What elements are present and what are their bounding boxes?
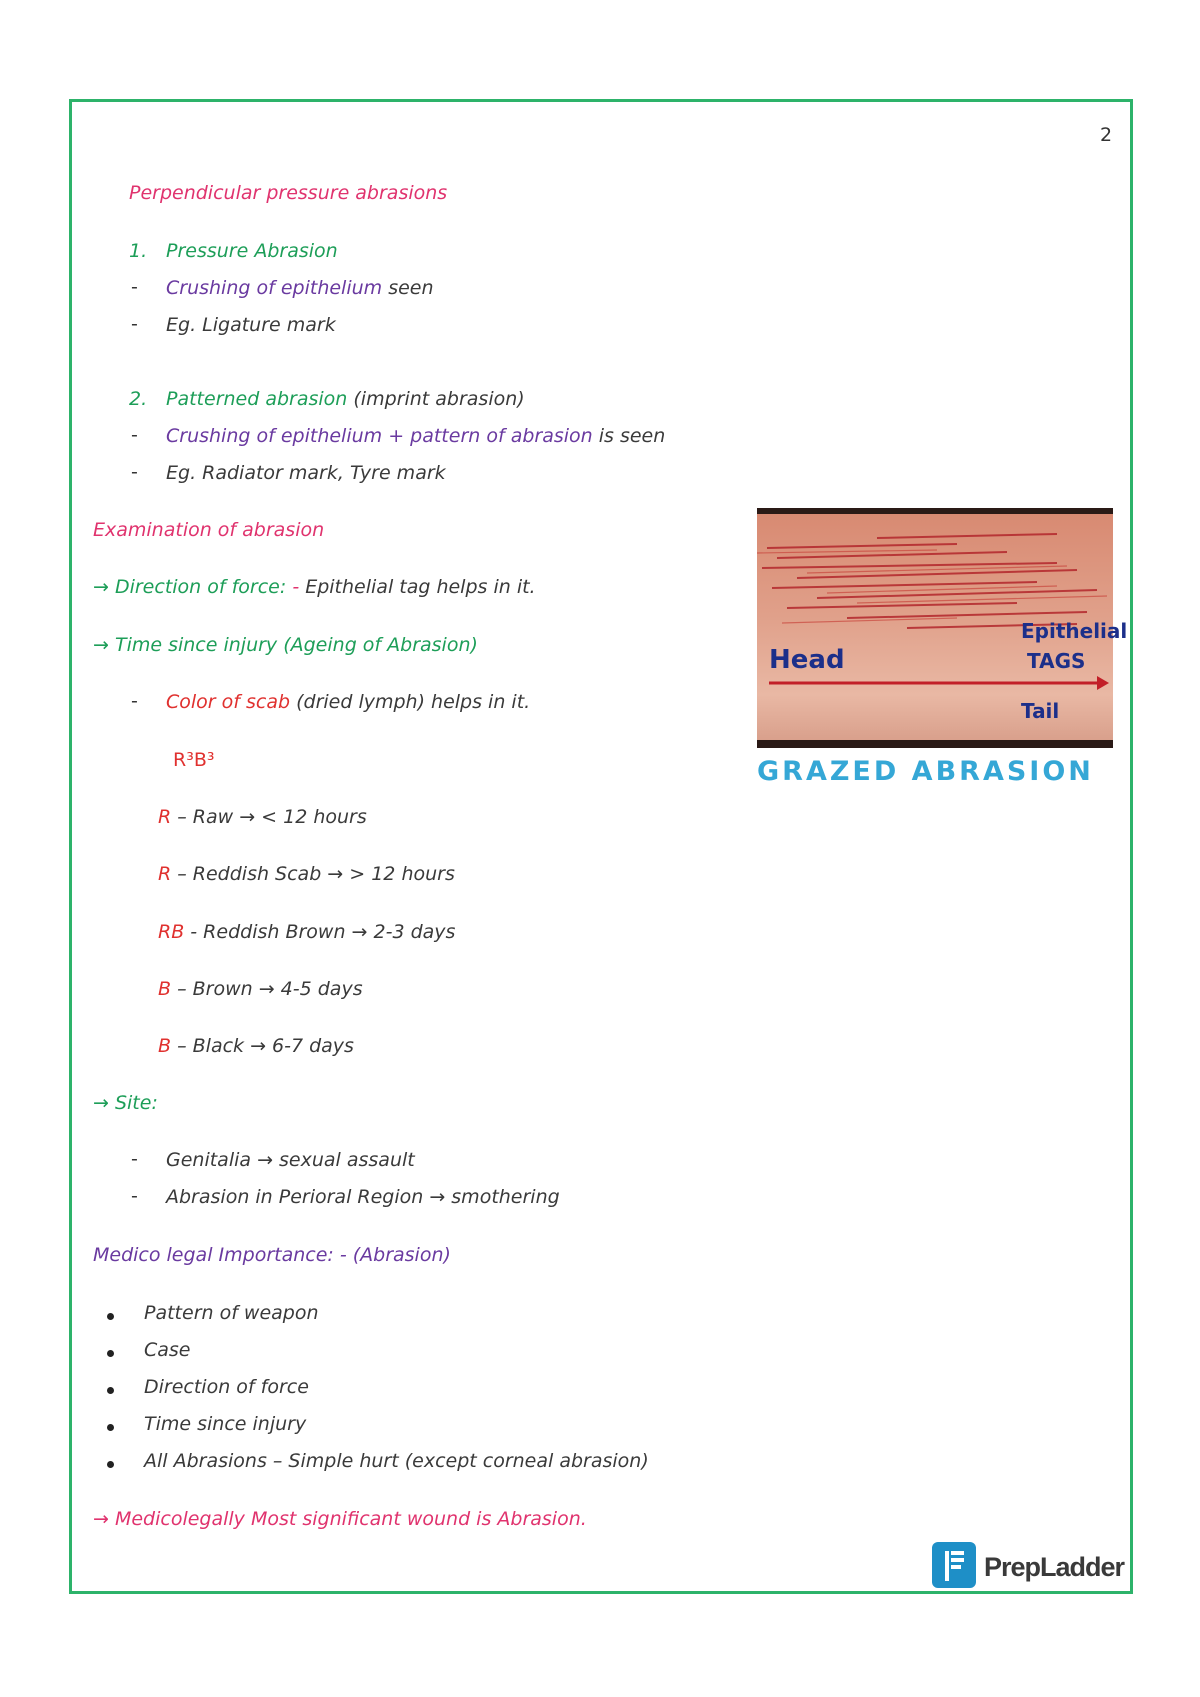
dash-marker: -: [131, 424, 138, 446]
grazed-abrasion-figure: [757, 508, 1128, 748]
conclusion-line: → Medicolegally Most significant wound is Abrasion.: [93, 1508, 587, 1530]
item1-line2: Eg. Ligature mark: [166, 314, 336, 336]
page-number: 2: [1100, 124, 1113, 146]
ageing-row: B – Brown → 4-5 days: [158, 978, 363, 1000]
item2-line1: Crushing of epithelium + pattern of abrasion is seen: [166, 425, 666, 447]
abrasion-photo: [757, 508, 1128, 748]
dash-marker: -: [131, 1148, 138, 1170]
medicolegal-bullet: Direction of force: [144, 1376, 309, 1398]
item1-line1: Crushing of epithelium seen: [166, 277, 434, 299]
figure-caption: GRAZED ABRASION: [757, 756, 1094, 787]
figure-label-tags: TAGS: [1027, 649, 1086, 673]
medicolegal-heading: Medico legal Importance: - (Abrasion): [93, 1244, 451, 1266]
item1-title: Pressure Abrasion: [166, 240, 338, 262]
item1-number: 1.: [129, 240, 148, 262]
bullet-marker: [107, 1424, 114, 1431]
medicolegal-bullet: Time since injury: [144, 1413, 307, 1435]
medicolegal-bullet: Pattern of weapon: [144, 1302, 319, 1324]
ageing-row: R – Reddish Scab → > 12 hours: [158, 863, 455, 885]
item2-title: Patterned abrasion (imprint abrasion): [166, 388, 525, 410]
bullet-marker: [107, 1313, 114, 1320]
bullet-marker: [107, 1461, 114, 1468]
bullet-marker: [107, 1387, 114, 1394]
figure-label-tail: Tail: [1021, 699, 1060, 723]
site-heading: → Site:: [93, 1092, 158, 1114]
ageing-row: RB - Reddish Brown → 2-3 days: [158, 921, 456, 943]
dash-marker: -: [131, 1185, 138, 1207]
site-item: Abrasion in Perioral Region → smothering: [166, 1186, 560, 1208]
section-heading-examination: Examination of abrasion: [93, 519, 325, 541]
item2-number: 2.: [129, 388, 148, 410]
mnemonic: R³B³: [173, 749, 215, 771]
dash-marker: -: [131, 276, 138, 298]
dash-marker: -: [131, 313, 138, 335]
prepladder-logo-text: PrepLadder: [984, 1552, 1125, 1582]
dash-marker: -: [131, 690, 138, 712]
bullet-marker: [107, 1350, 114, 1357]
item2-line2: Eg. Radiator mark, Tyre mark: [166, 462, 446, 484]
site-item: Genitalia → sexual assault: [166, 1149, 415, 1171]
medicolegal-bullet: All Abrasions – Simple hurt (except corneal abrasion): [144, 1450, 649, 1472]
medicolegal-bullet: Case: [144, 1339, 191, 1361]
prepladder-logo: [932, 1540, 1125, 1588]
ageing-row: B – Black → 6-7 days: [158, 1035, 354, 1057]
figure-label-head: Head: [769, 645, 845, 675]
ageing-row: R – Raw → < 12 hours: [158, 806, 367, 828]
dash-marker: -: [131, 461, 138, 483]
scab-line: Color of scab (dried lymph) helps in it.: [166, 691, 531, 713]
figure-label-tags: Epithelial: [1021, 619, 1128, 643]
time-since-injury-heading: → Time since injury (Ageing of Abrasion): [93, 634, 478, 656]
direction-of-force-line: → Direction of force: - Epithelial tag helps in it.: [93, 576, 536, 598]
section-heading-perpendicular: Perpendicular pressure abrasions: [129, 182, 448, 204]
